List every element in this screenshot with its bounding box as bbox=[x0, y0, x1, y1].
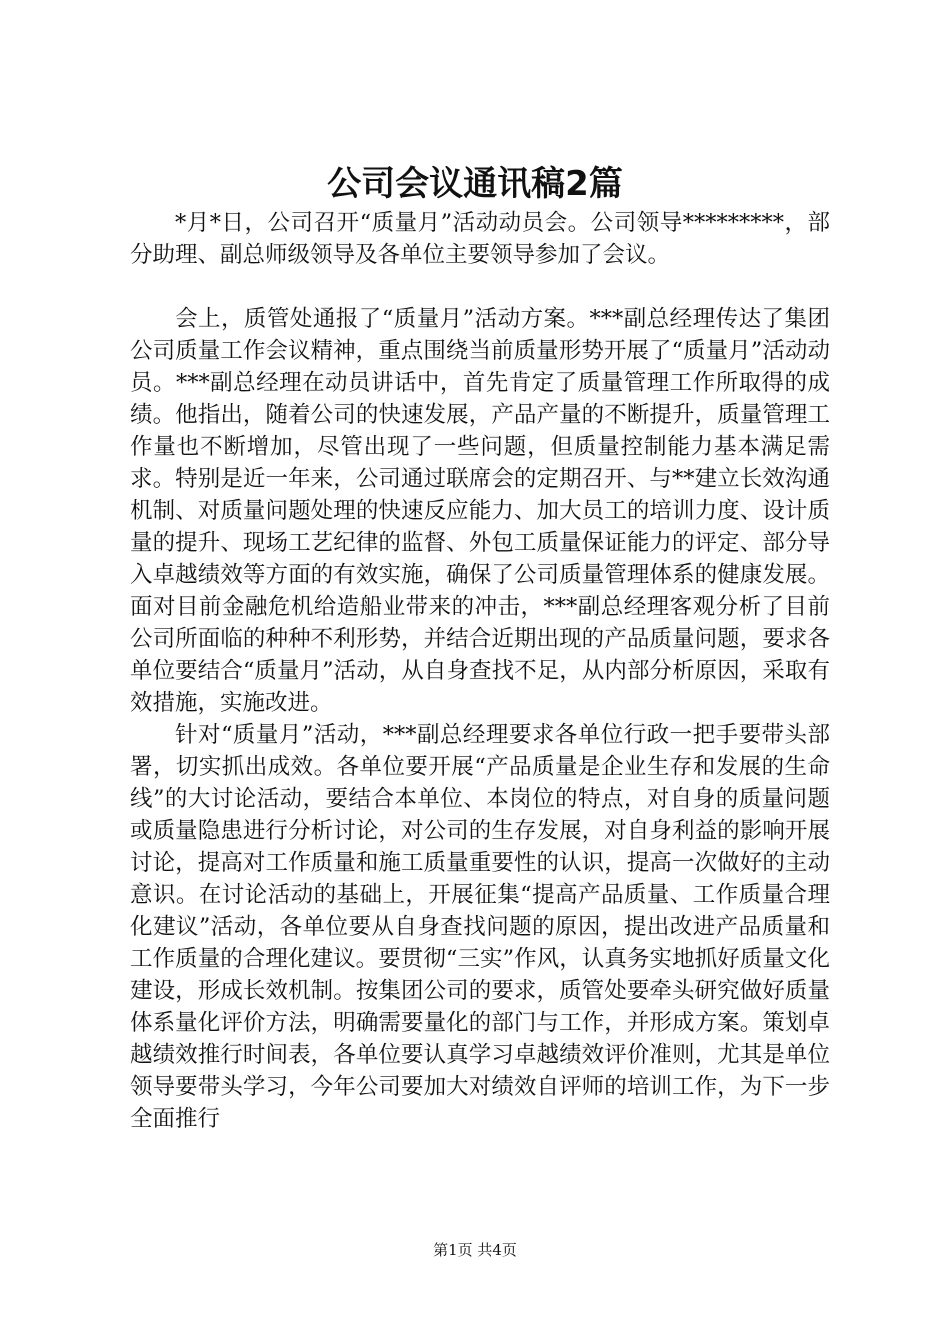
page-number: 第1页 共4页 bbox=[433, 1241, 517, 1259]
paragraph-requirements: 针对“质量月”活动，***副总经理要求各单位行政一把手要带头部署，切实抓出成效。各单位要开展“产品质量是企业生存和发展的生命线”的大讨论活动，要结合本单位、本岗位的特点，对自身的质量问题或质量隐患进行分析讨论，对公司的生存发展，对自身利益的影响开展讨论，提高对工作质量和施工质量重要性的认识，提高一次做好的主动意识。在讨论活动的基础上，开展征集“提高产品质量、工作质量合理化建议”活动，各单位要从自身查找问题的原因，提出改进产品质量和工作质量的合理化建议。要贯彻“三实”作风，认真务实地抓好质量文化建设，形成长效机制。按集团公司的要求，质管处要牵头研究做好质量体系量化评价方法，明确需要量化的部门与工作，并形成方案。策划卓越绩效推行时间表，各单位要认真学习卓越绩效评价准则，尤其是单位领导要带头学习，今年公司要加大对绩效自评师的培训工作，为下一步全面推行 bbox=[130, 722, 830, 1132]
document-title: 公司会议通讯稿2篇 bbox=[327, 164, 623, 204]
document-body bbox=[130, 207, 830, 1135]
paragraph-intro: *月*日，公司召开“质量月”活动动员会。公司领导*********，部分助理、副总师级领导及各单位主要领导参加了会议。 bbox=[130, 210, 830, 268]
paragraph-meeting-report: 会上，质管处通报了“质量月”活动方案。***副总经理传达了集团公司质量工作会议精神，重点围绕当前质量形势开展了“质量月”活动动员。***副总经理在动员讲话中，首先肯定了质量管理工作所取得的成绩。他指出，随着公司的快速发展，产品产量的不断提升，质量管理工作量也不断增加，尽管出现了一些问题，但质量控制能力基本满足需求。特别是近一年来，公司通过联席会的定期召开、与**建立长效沟通机制、对质量问题处理的快速反应能力、加大员工的培训力度、设计质量的提升、现场工艺纪律的监督、外包工质量保证能力的评定、部分导入卓越绩效等方面的有效实施，确保了公司质量管理体系的健康发展。面对目前金融危机给造船业带来的冲击，***副总经理客观分析了目前公司所面临的种种不利形势，并结合近期出现的产品质量问题，要求各单位要结合“质量月”活动，从自身查找不足，从内部分析原因，采取有效措施，实施改进。 bbox=[130, 306, 830, 716]
